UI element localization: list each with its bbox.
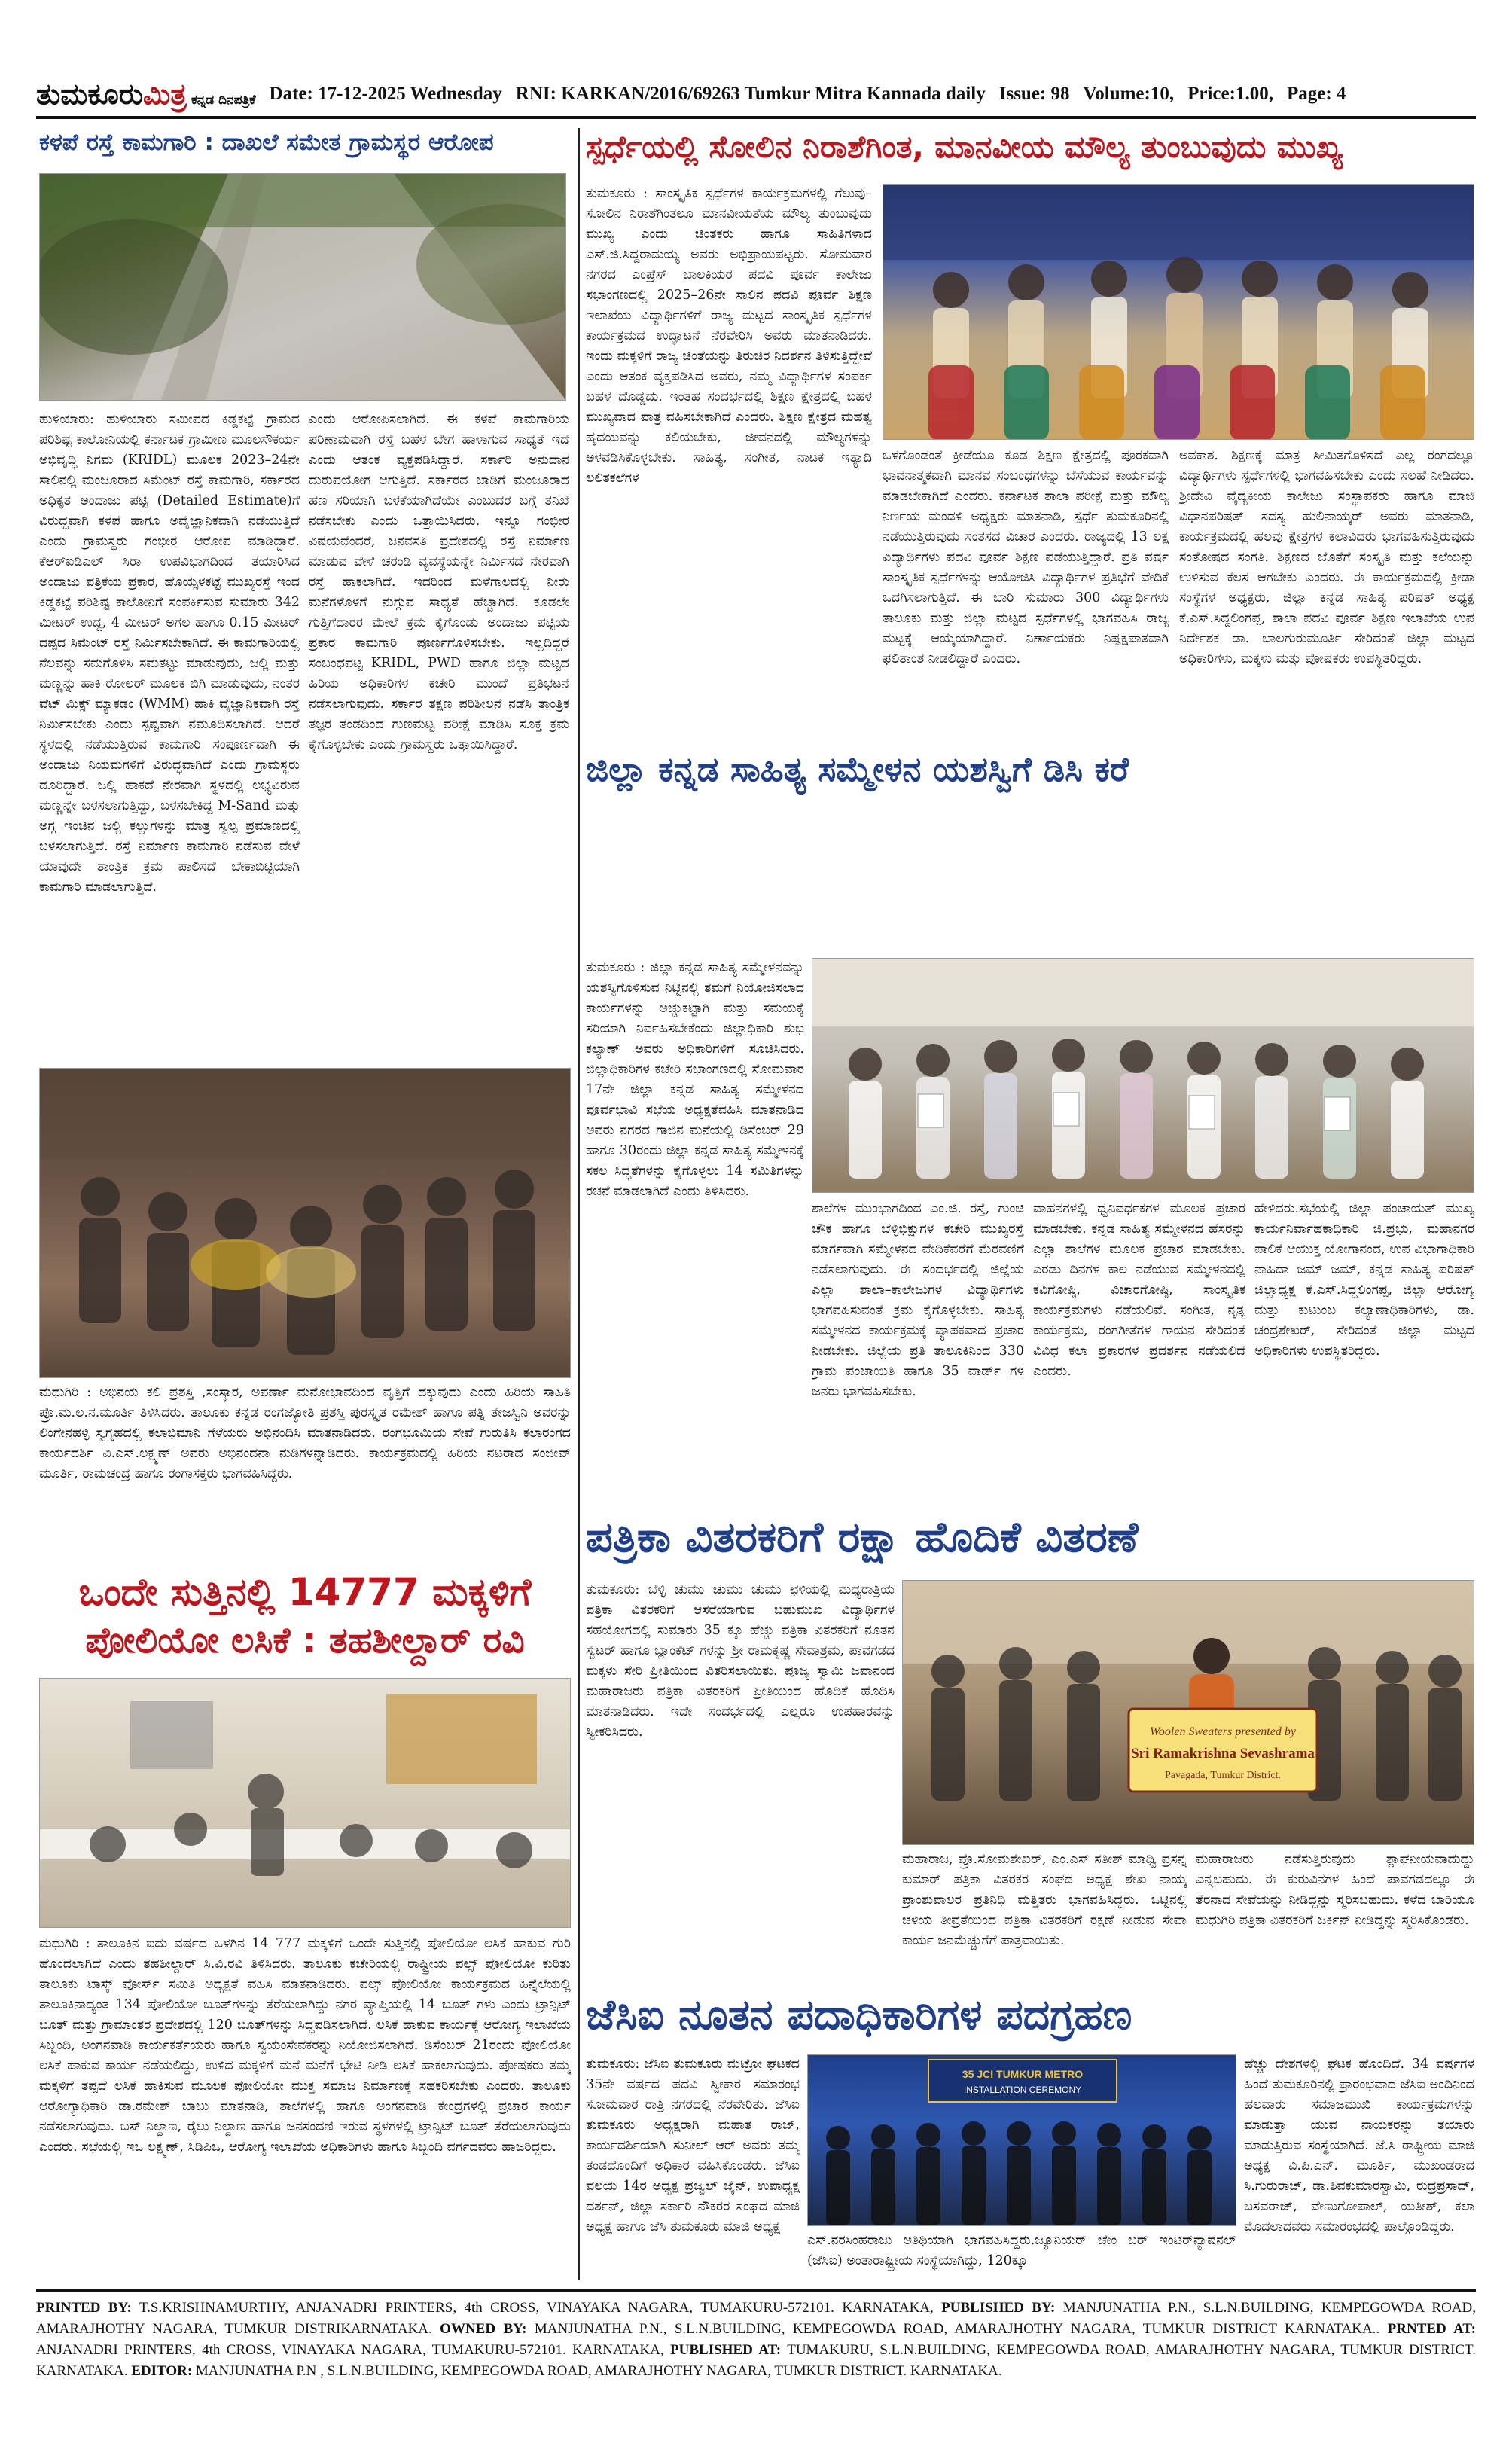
road-headline: ಕಳಪೆ ರಸ್ತೆ ಕಾಮಗಾರಿ : ದಾಖಲೆ ಸಮೇತ ಗ್ರಾಮಸ್ಥರ ಆರೋಪ <box>39 130 494 156</box>
editor: MANJUNATHA P.N , S.L.N.BUILDING, KEMPEGOWDA ROAD, AMARAJHOTHY NAGARA, TUMKUR DISTRICT. KARNATAKA. <box>195 2363 1002 2379</box>
road-body-col1: ಹುಳಿಯಾರು: ಹುಳಿಯಾರು ಸಮೀಪದ ಕಿಡ್ಡಕಟ್ಟೆ ಗ್ರಾಮದ ಪರಿಶಿಷ್ಟ ಕಾಲೋನಿಯಲ್ಲಿ ಕರ್ನಾಟಕ ಗ್ರಾಮೀಣ ಮೂಲಸೌಕರ್ಯ ಅಭಿವೃದ್ಧಿ ನಿಗಮ (KRIDL) ಮೂಲಕ 2023–24ನೇ ಸಾಲಿನಲ್ಲಿ ಮಂಜೂರಾದ ಸಿಮೆಂಟ್ ರಸ್ತೆ ಕಾಮಗಾರಿ, ಸರ್ಕಾರದ ಅಧಿಕೃತ ಅಂದಾಜು ಪಟ್ಟಿ (Detailed Estimate)ಗೆ ವಿರುದ್ಧವಾಗಿ ಕಳಪೆ ಹಾಗೂ ಅವೈಜ್ಞಾನಿಕವಾಗಿ ನಡೆಯುತ್ತಿದೆ ಎಂದು ಗ್ರಾಮಸ್ಥರು ಗಂಭೀರ ಆರೋಪ ಮಾಡಿದ್ದಾರೆ. ಕೆಆರ್‌ಐಡಿಎಲ್ ಸಿರಾ ಉಪವಿಭಾಗದಿಂದ ತಯಾರಿಸಿದ ಅಂದಾಜು ಪತ್ರಿಕೆಯ ಪ್ರಕಾರ, ಹೊಯ್ಸಳಕಟ್ಟೆ ಮುಖ್ಯರಸ್ತೆ ಇಂದ ಕಿಡ್ಡಕಟ್ಟೆ ಪರಿಶಿಷ್ಟ ಕಾಲೋನಿಗೆ ಸಂಪರ್ಕಿಸುವ ಸುಮಾರು 342 ಮೀಟರ್ ಉದ್ದ, 4 ಮೀಟರ್ ಅಗಲ ಹಾಗೂ 0.15 ಮೀಟರ್ ದಪ್ಪದ ಸಿಮೆಂಟ್ ರಸ್ತೆ ನಿರ್ಮಿಸಬೇಕಾಗಿದೆ. ಈ ಕಾಮಗಾರಿಯಲ್ಲಿ ನೆಲವನ್ನು ಸಮಗೊಳಿಸಿ ಸಮತಟ್ಟು ಮಾಡುವುದು, ಜಲ್ಲಿ ಮತ್ತು ಮಣ್ಣನ್ನು ಹಾಕಿ ರೋಲರ್ ಮೂಲಕ ಬಿಗಿ ಮಾಡುವುದು, ನಂತರ ವೆಟ್ ಮಿಕ್ಸ್ ಮ್ಯಾಕಡಂ (WMM) ಹಾಕಿ ವೈಜ್ಞಾನಿಕವಾಗಿ ರಸ್ತೆ ನಿರ್ಮಿಸಬೇಕು ಎಂದು ಸ್ಪಷ್ಟವಾಗಿ ನಮೂದಿಸಲಾಗಿದೆ. ಆದರೆ ಸ್ಥಳದಲ್ಲಿ ನಡೆಯುತ್ತಿರುವ ಕಾಮಗಾರಿ ಸಂಪೂರ್ಣವಾಗಿ ಈ ಅಂದಾಜು ನಿಯಮಗಳಿಗೆ ವಿರುದ್ಧವಾಗಿದೆ ಎಂದು ಗ್ರಾಮಸ್ಥರು ದೂರಿದ್ದಾರೆ. ಜಲ್ಲಿ ಹಾಕದೆ ನೇರವಾಗಿ ಸ್ಥಳದಲ್ಲಿ ಲಭ್ಯವಿರುವ ಮಣ್ಣನ್ನೇ ಬಳಸಲಾಗುತ್ತಿದ್ದು, ಬಳಸಬೇಕಿದ್ದ M-Sand ಮತ್ತು ಅಗ್ಗ ಇಂಚಿನ ಜಲ್ಲಿ ಕಲ್ಲುಗಳನ್ನು ಮಾತ್ರ ಸ್ವಲ್ಪ ಪ್ರಮಾಣದಲ್ಲಿ ಬಳಸಲಾಗುತ್ತಿದೆ. ರಸ್ತೆ ನಿರ್ಮಾಣ ಕಾಮಗಾರಿ ನಡೆಸುವ ವೇಳೆ ಯಾವುದೇ ತಾಂತ್ರಿಕ ಕ್ರಮ ಪಾಲಿಸದೆ ಬೇಕಾಬಿಟ್ಟಿಯಾಗಿ ಕಾಮಗಾರಿ ಮಾಡಲಾಗುತ್ತಿದೆ. <box>39 412 300 895</box>
published-by: MANJUNATHA P.N., S.L.N.BUILDING, KEMPEGOWDA ROAD, AMARAJHOTHY NAGARA, TUMKUR DISTRIKARNATAKA. <box>36 2300 1476 2337</box>
competition-body-col2: ಒಳಗೊಂಡಂತೆ ಕ್ರೀಡೆಯೂ ಕೂಡ ಶಿಕ್ಷಣ ಕ್ಷೇತ್ರದಲ್ಲಿ ಪೂರಕವಾಗಿ ಭಾವನಾತ್ಮಕವಾಗಿ ಮಾನವ ಸಂಬಂಧಗಳನ್ನು ಬೆಸೆಯುವ ಕಾರ್ಯವನ್ನು ಮಾಡಬೇಕಾಗಿದೆ ಎಂದರು. ಕರ್ನಾಟಕ ಶಾಲಾ ಪರೀಕ್ಷೆ ಮತ್ತು ಮೌಲ್ಯ ನಿರ್ಣಯ ಮಂಡಳಿ ಅಧ್ಯಕ್ಷರು ಮಾತನಾಡಿ, ಸ್ಪರ್ಧೆ ತುಮಕೂರಿನಲ್ಲಿ ನಡೆಯುತ್ತಿರುವುದು ಸಂತಸದ ವಿಚಾರ ಎಂದರು. ರಾಜ್ಯದಲ್ಲಿ 13 ಲಕ್ಷ ವಿದ್ಯಾರ್ಥಿಗಳು ಪದವಿ ಪೂರ್ವ ಶಿಕ್ಷಣ ಪಡೆಯುತ್ತಿದ್ದಾರೆ. ಪ್ರತಿ ವರ್ಷ ಸಾಂಸ್ಕೃತಿಕ ಸ್ಪರ್ಧೆಗಳನ್ನು ಆಯೋಜಿಸಿ ವಿದ್ಯಾರ್ಥಿಗಳ ಪ್ರತಿಭೆಗೆ ವೇದಿಕೆ ಒದಗಿಸಲಾಗುತ್ತಿದೆ. ಈ ಬಾರಿ ಸುಮಾರು 300 ವಿದ್ಯಾರ್ಥಿಗಳು ತಾಲೂಕು ಮತ್ತು ಜಿಲ್ಲಾ ಮಟ್ಟದ ಸ್ಪರ್ಧೆಗಳಲ್ಲಿ ಭಾಗವಹಿಸಿ ರಾಜ್ಯ ಮಟ್ಟಕ್ಕೆ ಆಯ್ಕೆಯಾಗಿದ್ದಾರೆ. ನಿರ್ಣಾಯಕರು ನಿಷ್ಪಕ್ಷಪಾತವಾಗಿ ಫಲಿತಾಂಶ ನೀಡಲಿದ್ದಾರೆ ಎಂದರು. <box>883 448 1169 666</box>
felicitation-photo <box>39 1068 571 1378</box>
jci-body-col1: ತುಮಕೂರು: ಜೆಸಿಐ ತುಮಕೂರು ಮೆಟ್ರೋ ಘಟಕದ 35ನೇ ವರ್ಷದ ಪದವಿ ಸ್ವೀಕಾರ ಸಮಾರಂಭ ಸೋಮವಾರ ರಾತ್ರಿ ನಗರದಲ್ಲಿ ನೆರವೇರಿತು. ಜೆಸಿಐ ತುಮಕೂರು ಅಧ್ಯಕ್ಷರಾಗಿ ಮಹಾತ ರಾಜ್, ಕಾರ್ಯದರ್ಶಿಯಾಗಿ ಸುನೀಲ್ ಆರ್ ಅವರು ತಮ್ಮ ತಂಡದೊಂದಿಗೆ ಅಧಿಕಾರ ವಹಿಸಿಕೊಂಡರು. ಜೆಸಿಐ ವಲಯ 14ರ ಅಧ್ಯಕ್ಷ ಪ್ರಜ್ವಲ್ ಜೈನ್, ಉಪಾಧ್ಯಕ್ಷ ದರ್ಶನ್, ಜಿಲ್ಲಾ ಸರ್ಕಾರಿ ನೌಕರರ ಸಂಘದ ಮಾಜಿ ಅಧ್ಯಕ್ಷ ಹಾಗೂ ಜೆಸಿ ತುಮಕೂರು ಮಾಜಿ ಅಧ್ಯಕ್ಷ <box>586 2057 800 2234</box>
jci-banner-line2: INSTALLATION CEREMONY <box>963 2085 1082 2095</box>
competition-headline: ಸ್ಪರ್ಧೆಯಲ್ಲಿ ಸೋಲಿನ ನಿರಾಶೆಗಿಂತ, ಮಾನವೀಯ ಮೌಲ್ಯ ತುಂಬುವುದು ಮುಖ್ಯ <box>586 130 1343 165</box>
blanket-distribution-illustration <box>903 1581 1474 1845</box>
banner-line1: Woolen Sweaters presented by <box>1150 1725 1296 1738</box>
sammelana-body-col1-cont <box>586 1197 804 1509</box>
owned-by: MANJUNATHA P.N., S.L.N.BUILDING, KEMPEGOWDA ROAD, AMARAJHOTHY NAGARA, TUMKUR DISTRICT KARNATAKA.. <box>534 2321 1380 2337</box>
felicitation-group-illustration <box>40 1069 571 1378</box>
sammelana-body-col2: ಶಾಲೆಗಳ ಮುಂಭಾಗದಿಂದ ಎಂ.ಜಿ. ರಸ್ತೆ, ಗುಂಚಿ ಚೌಕ ಹಾಗೂ ಬೆಳ್ಳಿಭಿಕ್ಷುಗಳ ಕಚೇರಿ ಮುಖ್ಯರಸ್ತೆ ಮಾರ್ಗವಾಗಿ ಸಮ್ಮೇಳನದ ವೇದಿಕೆವರೆಗೆ ಮೆರವಣಿಗೆ ನಡೆಸಲಾಗುವುದು. ಈ ಸಂದರ್ಭದಲ್ಲಿ ಜಿಲ್ಲೆಯ ಎಲ್ಲಾ ಶಾಲಾ–ಕಾಲೇಜುಗಳ ವಿದ್ಯಾರ್ಥಿಗಳು ಭಾಗವಹಿಸುವಂತೆ ಕ್ರಮ ಕೈಗೊಳ್ಳಬೇಕು. ಸಾಹಿತ್ಯ ಸಮ್ಮೇಳನದ ಕಾರ್ಯಕ್ರಮಕ್ಕೆ ವ್ಯಾಪಕವಾದ ಪ್ರಚಾರ ನೀಡಬೇಕು. ಜಿಲ್ಲೆಯ ಪ್ರತಿ ತಾಲೂಕಿನಿಂದ 330 ಗ್ರಾಮ ಪಂಚಾಯಿತಿ ಹಾಗೂ 35 ವಾರ್ಡ್ ಗಳ ಜನರು ಭಾಗವಹಿಸಬೇಕು. <box>812 1201 1024 1399</box>
road-photo <box>39 173 566 401</box>
vendors-body-col1: ತುಮಕೂರು: ಬೆಳ್ಳಿ ಚುಮು ಚುಮು ಚುಮು ಛಳಿಯಲ್ಲಿ ಮಧ್ಯರಾತ್ರಿಯ ಪತ್ರಿಕಾ ವಿತರಕರಿಗೆ ಆಸರೆಯಾಗುವ ಬಹುಮುಖ ವಿದ್ಯಾರ್ಥಿಗಳ ಸಹಯೋಗದಲ್ಲಿ ಸುಮಾರು 35 ಕ್ಕೂ ಹೆಚ್ಚು ಪತ್ರಿಕಾ ವಿತರಕರಿಗೆ ನೂತನ ಸ್ವೆಟರ್ ಹಾಗೂ ಬ್ಲಾಂಕೆಟ್ ಗಳನ್ನು ಶ್ರೀ ರಾಮಕೃಷ್ಣ ಸೇವಾಶ್ರಮ, ಪಾವಗಡದ ಮಕ್ಕಳು ಸೇರಿ ಪ್ರೀತಿಯಿಂದ ವಿತರಿಸಲಾಯಿತು. ಪೂಜ್ಯ ಸ್ವಾಮಿ ಜಪಾನಂದ ಮಹಾರಾಜರು ಪತ್ರಿಕಾ ವಿತರಕರಿಗೆ ಪ್ರೀತಿಯಿಂದ ಹೊದಿಕೆ ಹೊದಿಸಿ ಮಾತನಾಡಿದರು. ಇದೇ ಸಂದರ್ಭದಲ್ಲಿ ಎಲ್ಲರೂ ಉಪಹಾರವನ್ನು ಸ್ವೀಕರಿಸಿದರು. <box>586 1582 895 1740</box>
published-by-label: PUBLISHED BY: <box>941 2300 1056 2316</box>
road-illustration <box>40 174 566 401</box>
vendors-photo <box>902 1580 1474 1845</box>
jci-body-col2: ಹೆಚ್ಚು ದೇಶಗಳಲ್ಲಿ ಘಟಕ ಹೊಂದಿದೆ. 34 ವರ್ಷಗಳ ಹಿಂದೆ ತುಮಕೂರಿನಲ್ಲಿ ಪ್ರಾರಂಭವಾದ ಜೆಸಿಐ ಅಂದಿನಿಂದ ಹಲವಾರು ಸಮಾಜಮುಖಿ ಕಾರ್ಯಕ್ರಮಗಳನ್ನು ಮಾಡುತ್ತಾ ಯುವ ನಾಯಕರನ್ನು ತಯಾರು ಮಾಡುತ್ತಿರುವ ಸಂಸ್ಥೆಯಾಗಿದೆ. ಜೆ.ಸಿ ರಾಷ್ಟ್ರೀಯ ಮಾಜಿ ಅಧ್ಯಕ್ಷ ವಿ.ಪಿ.ಎನ್. ಮೂರ್ತಿ, ಮುಖಂಡರಾದ ಸಿ.ಗುರುರಾಜ್, ಡಾ.ಶಿವಕುಮಾರಸ್ವಾಮಿ, ರುದ್ರಪ್ರಸಾದ್, ಬಸವರಾಜ್, ವೇಣುಗೋಪಾಲ್, ಯತೀಶ್, ಕಲಾ ಮೊದಲಾದವರು ಸಮಾರಂಭದಲ್ಲಿ ಪಾಲ್ಗೊಂಡಿದ್ದರು. <box>1244 2057 1474 2234</box>
masthead <box>36 72 1476 119</box>
volume-number: Volume:10, <box>1083 84 1175 104</box>
sammelana-body-col3: ವಾಹನಗಳಲ್ಲಿ ಧ್ವನಿವರ್ಧಕಗಳ ಮೂಲಕ ಪ್ರಚಾರ ಮಾಡಬೇಕು. ಕನ್ನಡ ಸಾಹಿತ್ಯ ಸಮ್ಮೇಳನದ ಹೆಸರನ್ನು ಎಲ್ಲಾ ಶಾಲೆಗಳ ಮೂಲಕ ಪ್ರಚಾರ ಮಾಡಬೇಕು. ಎರಡು ದಿನಗಳ ಕಾಲ ನಡೆಯುವ ಸಮ್ಮೇಳನದಲ್ಲಿ ಕವಿಗೋಷ್ಠಿ, ವಿಚಾರಗೋಷ್ಠಿ, ಸಾಂಸ್ಕೃತಿಕ ಕಾರ್ಯಕ್ರಮಗಳು ನಡೆಯಲಿವೆ. ಸಂಗೀತ, ನೃತ್ಯ ಕಾರ್ಯಕ್ರಮ, ರಂಗಗೀತೆಗಳ ಗಾಯನ ಸೇರಿದಂತೆ ವಿವಿಧ ಕಲಾ ಪ್ರಕಾರಗಳ ಪ್ರದರ್ಶನ ನಡೆಯಲಿದೆ ಎಂದರು. <box>1033 1201 1245 1379</box>
polio-headline-line1: ಒಂದೇ ಸುತ್ತಿನಲ್ಲಿ 14777 ಮಕ್ಕಳಿಗೆ <box>78 1571 532 1614</box>
release-group-illustration <box>812 959 1474 1193</box>
printed-at-label: PRNTED AT: <box>1387 2321 1476 2337</box>
jci-caption: ಎಸ್.ನರಸಿಂಹರಾಜು ಅತಿಥಿಯಾಗಿ ಭಾಗವಹಿಸಿದ್ದರು.ಜ್ಯೂನಿಯರ್ ಚೇಂ ಬರ್ ಇಂಟರ್‌ನ್ಯಾಷನಲ್ (ಜೆಸಿಐ) ಅಂತಾರಾಷ್ಟ್ರೀಯ ಸಂಸ್ಥೆಯಾಗಿದ್ದು, 120ಕ್ಕೂ <box>807 2233 1236 2268</box>
road-body-col2: ಎಂದು ಆರೋಪಿಸಲಾಗಿದೆ. ಈ ಕಳಪೆ ಕಾಮಗಾರಿಯ ಪರಿಣಾಮವಾಗಿ ರಸ್ತೆ ಬಹಳ ಬೇಗ ಹಾಳಾಗುವ ಸಾಧ್ಯತೆ ಇದೆ ಎಂದು ಆತಂಕ ವ್ಯಕ್ತಪಡಿಸಿದ್ದಾರೆ. ಸರ್ಕಾರಿ ಅನುದಾನ ದುರುಪಯೋಗ ಆಗುತ್ತಿದೆ. ಸರ್ಕಾರದ ಬಾಡಿಗೆ ಮಂಜೂರಾದ ಹಣ ಸರಿಯಾಗಿ ಬಳಕೆಯಾಗಿದೆಯೇ ಎಂಬುದರ ಬಗ್ಗೆ ತನಿಖೆ ನಡೆಸಬೇಕು ಎಂದು ಒತ್ತಾಯಿಸಿದರು. ಇನ್ನೂ ಗಂಭೀರ ವಿಷಯವೆಂದರೆ, ಜನವಸತಿ ಪ್ರದೇಶದಲ್ಲಿ ರಸ್ತೆ ನಿರ್ಮಾಣ ಮಾಡುವ ವೇಳೆ ಚರಂಡಿ ವ್ಯವಸ್ಥೆಯನ್ನೇ ನಿರ್ಮಿಸದೆ ನೇರವಾಗಿ ರಸ್ತೆ ಹಾಕಲಾಗಿದೆ. ಇದರಿಂದ ಮಳೆಗಾಲದಲ್ಲಿ ನೀರು ಮನೆಗಳೊಳಗೆ ನುಗ್ಗುವ ಸಾಧ್ಯತೆ ಹೆಚ್ಚಾಗಿದೆ. ಕೂಡಲೇ ಗುತ್ತಿಗೆದಾರರ ಮೇಲೆ ಕ್ರಮ ಕೈಗೊಂಡು ಅಂದಾಜು ಪಟ್ಟಿಯ ಪ್ರಕಾರ ಕಾಮಗಾರಿ ಪೂರ್ಣಗೊಳಿಸಬೇಕು. ಇಲ್ಲದಿದ್ದರೆ ಸಂಬಂಧಪಟ್ಟ KRIDL, PWD ಹಾಗೂ ಜಿಲ್ಲಾ ಮಟ್ಟದ ಹಿರಿಯ ಅಧಿಕಾರಿಗಳ ಕಚೇರಿ ಮುಂದೆ ಪ್ರತಿಭಟನೆ ನಡೆಸಲಾಗುವುದು. ಸರ್ಕಾರ ತಕ್ಷಣ ಪರಿಶೀಲನೆ ನಡೆಸಿ ತಾಂತ್ರಿಕ ತಜ್ಞರ ತಂಡದಿಂದ ಗುಣಮಟ್ಟ ಪರೀಕ್ಷೆ ಮಾಡಿಸಿ ಸೂಕ್ತ ಕ್ರಮ ಕೈಗೊಳ್ಳಬೇಕು ಎಂದು ಗ್ರಾಮಸ್ಥರು ಒತ್ತಾಯಿಸಿದ್ದಾರೆ. <box>309 412 569 752</box>
printed-by-label: PRINTED BY: <box>36 2300 132 2316</box>
meeting-illustration <box>40 1679 571 1928</box>
jci-photo <box>807 2054 1236 2226</box>
printed-by: T.S.KRISHNAMURTHY, ANJANADRI PRINTERS, 4th CROSS, VINAYAKA NAGARA, TUMAKURU-572101. KARNATAKA, <box>139 2300 934 2316</box>
vendors-body-col3: ಮಹಾರಾಜರು ನಡೆಸುತ್ತಿರುವುದು ಶ್ಲಾಘನೀಯವಾದುದ್ದು ಎನ್ನಬಹುದು. ಈ ಕುರುವಿನಗಳ ಹಿಂದೆ ಪಾವಗಡದಲ್ಲೂ ಈ ತೆರನಾದ ಸೇವೆಯನ್ನು ನೀಡಿದ್ದನ್ನು ಸ್ಮರಿಸಬಹುದು. ಕಳೆದ ಬಾರಿಯೂ ಮಧುಗಿರಿ ಪತ್ರಿಕಾ ವಿತರಕರಿಗೆ ಜರ್ಕಿನ್ ನೀಡಿದ್ದನ್ನು ಸ್ಮರಿಸಿಕೊಂಡರು. <box>1196 1852 1474 1928</box>
price: Price:1.00, <box>1187 84 1273 104</box>
printed-at: ANJANADRI PRINTERS, 4th CROSS, VINAYAKA NAGARA, TUMAKURU-572101. KARNATAKA, <box>36 2342 664 2358</box>
editor-label: EDITOR: <box>131 2363 193 2379</box>
rni-number: RNI: KARKAN/2016/69263 Tumkur Mitra Kannada daily <box>515 84 986 104</box>
imprint-footer <box>36 2289 1476 2387</box>
competition-body-col1: ತುಮಕೂರು : ಸಾಂಸ್ಕೃತಿಕ ಸ್ಪರ್ಧೆಗಳ ಕಾರ್ಯಕ್ರಮಗಳಲ್ಲಿ ಗೆಲುವು–ಸೋಲಿನ ನಿರಾಶೆಗಿಂತಲೂ ಮಾನವೀಯತೆಯ ಮೌಲ್ಯ ತುಂಬುವುದು ಮುಖ್ಯ ಎಂದು ಚಿಂತಕರು ಹಾಗೂ ಸಾಹಿತಿಗಳಾದ ಎಸ್.ಜಿ.ಸಿದ್ದರಾಮಯ್ಯ ಅವರು ಅಭಿಪ್ರಾಯಪಟ್ಟರು. ಸೋಮವಾರ ನಗರದ ಎಂಪ್ರೆಸ್ ಬಾಲಕಿಯರ ಪದವಿ ಪೂರ್ವ ಕಾಲೇಜು ಸಭಾಂಗಣದಲ್ಲಿ 2025–26ನೇ ಸಾಲಿನ ಪದವಿ ಪೂರ್ವ ಶಿಕ್ಷಣ ಇಲಾಖೆಯ ವಿದ್ಯಾರ್ಥಿಗಳಿಗೆ ರಾಜ್ಯ ಮಟ್ಟದ ಸಾಂಸ್ಕೃತಿಕ ಸ್ಪರ್ಧೆಗಳ ಕಾರ್ಯಕ್ರಮದ ಉದ್ಘಾಟನೆ ನೆರವೇರಿಸಿ ಅವರು ಮಾತನಾಡಿದರು. ಇಂದು ಮಕ್ಕಳಿಗೆ ರಾಜ್ಯ ಚಿಂತೆಯನ್ನು ತಿರುಚಿರ ನಿದರ್ಶನ ತಿಳಿಸುತ್ತಿದ್ದೇವೆ ಎಂದು ಆತಂಕ ವ್ಯಕ್ತಪಡಿಸಿದ ಅವರು, ನಮ್ಮ ವಿದ್ಯಾರ್ಥಿಗಳ ಸಂಪರ್ಕ ಬಹಳ ದೊಡ್ಡದು. ಇಂತಹ ಸಂದರ್ಭದಲ್ಲಿ ಶಿಕ್ಷಣ ಕ್ಷೇತ್ರದಲ್ಲಿ ಬಹಳ ಮುಖ್ಯವಾದ ಪಾತ್ರ ವಹಿಸಬೇಕಾಗಿದೆ ಎಂದರು. ಶಿಕ್ಷಣ ಕ್ಷೇತ್ರದ ಮಹತ್ವ ಹೃದಯವನ್ನು ಕಲಿಯಬೇಕು, ಜೀವನದಲ್ಲಿ ಮೌಲ್ಯಗಳನ್ನು ಅಳವಡಿಸಿಕೊಳ್ಳಬೇಕು. ಸಾಹಿತ್ಯ, ಸಂಗೀತ, ನಾಟಕ ಇತ್ಯಾದಿ ಲಲಿತಕಲೆಗಳ <box>586 186 872 486</box>
published-at: TUMAKURU, S.L.N.BUILDING, KEMPEGOWDA ROAD, AMARAJHOTHY NAGARA, TUMKUR DISTRICT. KARNATAKA. <box>36 2342 1476 2379</box>
polio-meeting-photo <box>39 1678 571 1928</box>
stage-group-illustration <box>883 185 1474 440</box>
sammelana-body-col4: ಹೇಳಿದರು.ಸಭೆಯಲ್ಲಿ ಜಿಲ್ಲಾ ಪಂಚಾಯತ್ ಮುಖ್ಯ ಕಾರ್ಯನಿರ್ವಾಹಕಾಧಿಕಾರಿ ಜಿ.ಪ್ರಭು, ಮಹಾನಗರ ಪಾಲಿಕೆ ಆಯುಕ್ತ ಯೋಗಾನಂದ, ಉಪ ವಿಭಾಗಾಧಿಕಾರಿ ನಾಹಿದಾ ಜಮ್ ಜಮ್, ಕನ್ನಡ ಸಾಹಿತ್ಯ ಪರಿಷತ್ ಜಿಲ್ಲಾಧ್ಯಕ್ಷ ಕೆ.ಎಸ್.ಸಿದ್ದಲಿಂಗಪ್ಪ, ಜಿಲ್ಲಾ ಆರೋಗ್ಯ ಮತ್ತು ಕುಟುಂಬ ಕಲ್ಯಾಣಾಧಿಕಾರಿಗಳು, ಡಾ. ಚಂದ್ರಶೇಖರ್, ಸೇರಿದಂತೆ ಜಿಲ್ಲಾ ಮಟ್ಟದ ಅಧಿಕಾರಿಗಳು ಉಪಸ್ಥಿತರಿದ್ದರು. <box>1254 1201 1474 1359</box>
jci-banner-line1: 35 JCI TUMKUR METRO <box>962 2068 1084 2080</box>
jci-installation-illustration <box>808 2055 1236 2226</box>
felicitation-caption: ಮಧುಗಿರಿ : ಅಭಿನಯ ಕಲಿ ಪ್ರಶಸ್ತಿ ,ಸಂಸ್ಕಾರ, ಅಪರ್ಣಾ ಮನೋಭಾವದಿಂದ ವೃತ್ತಿಗೆ ದಕ್ಕುವುದು ಎಂದು ಹಿರಿಯ ಸಾಹಿತಿ ಪ್ರೊ.ಮ.ಲ.ನ.ಮೂರ್ತಿ ತಿಳಿಸಿದರು. ತಾಲೂಕು ಕನ್ನಡ ರಂಗಜ್ಯೋತಿ ಪ್ರಶಸ್ತಿ ಪುರಸ್ಕೃತ ರಮೇಶ್ ಹಾಗೂ ಪತ್ನಿ ತೇಜಸ್ವಿನಿ ಅವರನ್ನು ಲಿಂಗೇನಹಳ್ಳಿ ಸ್ವಗೃಹದಲ್ಲಿ ಕಲಾಭಿಮಾನಿ ಗೆಳೆಯರು ಅಭಿನಂದಿಸಿ ಮಾತನಾಡಿದರು. ರಂಗಭೂಮಿಯ ಸೇವೆ ಗುರುತಿಸಿ ಕಲಾರಂಗದ ಕಾರ್ಯದರ್ಶಿ ವಿ.ಎಸ್.ಲಕ್ಷ್ಮಣ್ ಅವರು ಅಭಿನಂದನಾ ನುಡಿಗಳನ್ನಾಡಿದರು. ಕಾರ್ಯಕ್ರಮದಲ್ಲಿ ಹಿರಿಯ ನಟರಾದ ಸಂಜೀವ್ ಮೂರ್ತಿ, ರಾಮಚಂದ್ರ ಹಾಗೂ ರಂಗಾಸಕ್ತರು ಭಾಗವಹಿಸಿದ್ದರು. <box>39 1385 571 1481</box>
banner-line3: Pavagada, Tumkur District. <box>1165 1770 1281 1781</box>
jci-headline: ಜೆಸಿಐ ನೂತನ ಪದಾಧಿಕಾರಿಗಳ ಪದಗ್ರಹಣ <box>586 1991 1132 2039</box>
column-divider <box>578 128 580 2280</box>
sammelana-headline: ಜಿಲ್ಲಾ ಕನ್ನಡ ಸಾಹಿತ್ಯ ಸಮ್ಮೇಳನ ಯಶಸ್ವಿಗೆ ಡಿಸಿ ಕರೆ <box>586 750 1129 789</box>
competition-photo <box>883 184 1474 440</box>
published-at-label: PUBLISHED AT: <box>670 2342 782 2358</box>
banner-line2: Sri Ramakrishna Sevashrama <box>1131 1746 1315 1761</box>
issue-number: Issue: 98 <box>998 84 1070 104</box>
vendors-headline: ಪತ್ರಿಕಾ ವಿತರಕರಿಗೆ ರಕ್ಷಾ ಹೊದಿಕೆ ವಿತರಣೆ <box>586 1514 1139 1562</box>
sammelana-body-col1: ತುಮಕೂರು : ಜಿಲ್ಲಾ ಕನ್ನಡ ಸಾಹಿತ್ಯ ಸಮ್ಮೇಳನವನ್ನು ಯಶಸ್ವಿಗೊಳಿಸುವ ನಿಟ್ಟಿನಲ್ಲಿ ತಮಗೆ ನಿಯೋಜಿಸಲಾದ ಕಾರ್ಯಗಳನ್ನು ಅಚ್ಚುಕಟ್ಟಾಗಿ ಮತ್ತು ಸಮಯಕ್ಕೆ ಸರಿಯಾಗಿ ನಿರ್ವಹಿಸಬೇಕೆಂದು ಜಿಲ್ಲಾಧಿಕಾರಿ ಶುಭ ಕಲ್ಯಾಣ್ ಅವರು ಅಧಿಕಾರಿಗಳಿಗೆ ಸೂಚಿಸಿದರು. ಜಿಲ್ಲಾಧಿಕಾರಿಗಳ ಕಚೇರಿ ಸಭಾಂಗಣದಲ್ಲಿ ಸೋಮವಾರ 17ನೇ ಜಿಲ್ಲಾ ಕನ್ನಡ ಸಾಹಿತ್ಯ ಸಮ್ಮೇಳನದ ಪೂರ್ವಭಾವಿ ಸಭೆಯ ಅಧ್ಯಕ್ಷತೆವಹಿಸಿ ಮಾತನಾಡಿದ ಅವರು ನಗರದ ಗಾಜಿನ ಮನೆಯಲ್ಲಿ ಡಿಸೆಂಬರ್ 29 ಹಾಗೂ 30ರಂದು ಜಿಲ್ಲಾ ಕನ್ನಡ ಸಾಹಿತ್ಯ ಸಮ್ಮೇಳನಕ್ಕೆ ಸಕಲ ಸಿದ್ಧತೆಗಳನ್ನು ಕೈಗೊಳ್ಳಲು 14 ಸಮಿತಿಗಳನ್ನು ರಚನೆ ಮಾಡಲಾಗಿದೆ ಎಂದು ತಿಳಿಸಿದರು. <box>586 960 804 1199</box>
issue-date: Date: 17-12-2025 Wednesday <box>269 84 502 104</box>
sammelana-photo <box>812 958 1474 1193</box>
owned-by-label: OWNED BY: <box>440 2321 527 2337</box>
newspaper-logo: ತುಮಕೂರುಮಿತ್ರ ಕನ್ನಡ ದಿನಪತ್ರಿಕೆ <box>36 77 256 111</box>
competition-body-col3: ಅವಕಾಶ. ಶಿಕ್ಷಣಕ್ಕೆ ಮಾತ್ರ ಸೀಮಿತಗೊಳಿಸದೆ ಎಲ್ಲ ರಂಗದಲ್ಲೂ ವಿದ್ಯಾರ್ಥಿಗಳು ಸ್ಪರ್ಧೆಗಳಲ್ಲಿ ಭಾಗವಹಿಸಬೇಕು ಎಂದು ಸಲಹೆ ನೀಡಿದರು. ಶ್ರೀದೇವಿ ವೈದ್ಯಕೀಯ ಕಾಲೇಜು ಸಂಸ್ಥಾಪಕರು ಹಾಗೂ ಮಾಜಿ ವಿಧಾನಪರಿಷತ್ ಸದಸ್ಯ ಹುಲಿನಾಯ್ಕರ್ ಅವರು ಮಾತನಾಡಿ, ಕಾರ್ಯಕ್ರಮದಲ್ಲಿ ಹಲವು ಕ್ಷೇತ್ರಗಳ ಕಲಾವಿದರು ಭಾಗವಹಿಸುತ್ತಿರುವುದು ಸಂತೋಷದ ಸಂಗತಿ. ಶಿಕ್ಷಣದ ಜೊತೆಗೆ ಸಂಸ್ಕೃತಿ ಮತ್ತು ಕಲೆಯನ್ನು ಉಳಿಸುವ ಕೆಲಸ ಆಗಬೇಕು ಎಂದರು. ಈ ಕಾರ್ಯಕ್ರಮದಲ್ಲಿ ಕ್ರೀಡಾ ಸಂಸ್ಥೆಗಳ ಅಧ್ಯಕ್ಷರು, ಜಿಲ್ಲಾ ಕನ್ನಡ ಸಾಹಿತ್ಯ ಪರಿಷತ್ ಅಧ್ಯಕ್ಷ ಕೆ.ಎಸ್.ಸಿದ್ದಲಿಂಗಪ್ಪ, ಶಾಲಾ ಪದವಿ ಪೂರ್ವ ಶಿಕ್ಷಣ ಇಲಾಖೆಯ ಉಪ ನಿರ್ದೇಶಕ ಡಾ. ಬಾಲಗುರುಮೂರ್ತಿ ಸೇರಿದಂತೆ ಜಿಲ್ಲಾ ಮಟ್ಟದ ಅಧಿಕಾರಿಗಳು, ಮಕ್ಕಳು ಮತ್ತು ಪೋಷಕರು ಉಪಸ್ಥಿತರಿದ್ದರು. <box>1179 448 1474 666</box>
page-number: Page: 4 <box>1286 84 1346 104</box>
polio-headline-line2: ಪೋಲಿಯೋ ಲಸಿಕೆ : ತಹಶೀಲ್ದಾರ್ ರವಿ <box>85 1621 525 1661</box>
polio-body: ಮಧುಗಿರಿ : ತಾಲೂಕಿನ ಐದು ವರ್ಷದ ಒಳಗಿನ 14 777 ಮಕ್ಕಳಿಗೆ ಒಂದೇ ಸುತ್ತಿನಲ್ಲಿ ಪೋಲಿಯೋ ಲಸಿಕೆ ಹಾಕುವ ಗುರಿ ಹೊಂದಲಾಗಿದೆ ಎಂದು ತಹಶೀಲ್ದಾರ್ ಸಿ.ವಿ.ರವಿ ತಿಳಿಸಿದರು. ತಾಲೂಕು ಕಚೇರಿಯಲ್ಲಿ ರಾಷ್ಟ್ರೀಯ ಪಲ್ಸ್ ಪೋಲಿಯೋ ಕುರಿತು ತಾಲೂಕು ಟಾಸ್ಕ್ ಫೋರ್ಸ್ ಸಮಿತಿ ಅಧ್ಯಕ್ಷತೆ ವಹಿಸಿ ಮಾತನಾಡಿದರು. ಪಲ್ಸ್ ಪೋಲಿಯೋ ಕಾರ್ಯಕ್ರಮದ ಹಿನ್ನೆಲೆಯಲ್ಲಿ ತಾಲೂಕಿನಾದ್ಯಂತ 134 ಪೋಲಿಯೋ ಬೂತ್‌ಗಳನ್ನು ತೆರೆಯಲಾಗಿದ್ದು ನಗರ ವ್ಯಾಪ್ತಿಯಲ್ಲಿ 14 ಬೂತ್ ಗಳು ಎಂದು ಟ್ರಾನ್ಸಿಟ್ ಬೂತ್ ಮತ್ತು ಗ್ರಾಮಾಂತರ ಪ್ರದೇಶದಲ್ಲಿ 120 ಬೂತ್‌ಗಳನ್ನು ಸಿದ್ಧಪಡಿಸಲಾಗಿದೆ. ಲಸಿಕೆ ಹಾಕುವ ಕಾರ್ಯಕ್ಕೆ ಆರೋಗ್ಯ ಇಲಾಖೆಯ ಸಿಬ್ಬಂದಿ, ಅಂಗನವಾಡಿ ಕಾರ್ಯಕರ್ತೆಯರು ಹಾಗೂ ಸ್ವಯಂಸೇವಕರನ್ನು ನಿಯೋಜಿಸಲಾಗಿದೆ. ಡಿಸೆಂಬರ್ 21ರಂದು ಪೋಲಿಯೋ ಲಸಿಕೆ ಹಾಕುವ ಕಾರ್ಯ ನಡೆಯಲಿದ್ದು, ಉಳಿದ ಮಕ್ಕಳಿಗೆ ಮನೆ ಮನೆಗೆ ಭೇಟಿ ನೀಡಿ ಲಸಿಕೆ ಹಾಕಲಾಗುವುದು. ಪೋಷಕರು ತಮ್ಮ ಮಕ್ಕಳಿಗೆ ತಪ್ಪದೆ ಲಸಿಕೆ ಹಾಕಿಸುವ ಮೂಲಕ ಪೋಲಿಯೋ ಮುಕ್ತ ಸಮಾಜ ನಿರ್ಮಾಣಕ್ಕೆ ಸಹಕರಿಸಬೇಕು ಎಂದರು. ತಾಲೂಕು ಆರೋಗ್ಯಾಧಿಕಾರಿ ಡಾ.ರಮೇಶ್ ಬಾಬು ಮಾತನಾಡಿ, ಶಾಲೆಗಳಲ್ಲಿ ಹಾಗೂ ಅಂಗನವಾಡಿ ಕೇಂದ್ರಗಳಲ್ಲಿ ಪ್ರಚಾರ ಕಾರ್ಯ ನಡೆಸಲಾಗುವುದು. ಬಸ್ ನಿಲ್ದಾಣ, ರೈಲು ನಿಲ್ದಾಣ ಹಾಗೂ ಜನಸಂದಣಿ ಇರುವ ಸ್ಥಳಗಳಲ್ಲಿ ಟ್ರಾನ್ಸಿಟ್ ಬೂತ್ ತೆರೆಯಲಾಗುವುದು ಎಂದರು. ಸಭೆಯಲ್ಲಿ ಇಒ ಲಕ್ಷ್ಮಣ್, ಸಿಡಿಪಿಒ, ಆರೋಗ್ಯ ಇಲಾಖೆಯ ಅಧಿಕಾರಿಗಳು ಹಾಗೂ ಸಿಬ್ಬಂದಿ ವರ್ಗದವರು ಹಾಜರಿದ್ದರು. <box>39 1936 571 2155</box>
vendors-body-col2: ಮಹಾರಾಜ, ಪ್ರೊ.ಸೋಮಶೇಖರ್, ಎಂ.ಎಸ್ ಸತೀಶ್ ಮಾಧ್ವಿ ಪ್ರಸನ್ನ ಕುಮಾರ್ ಪತ್ರಿಕಾ ವಿತರಕರ ಸಂಘದ ಅಧ್ಯಕ್ಷ ಶೇಖ ನಾಯ್ಕ ಪ್ರಾಂಶುಪಾಲರ ಪ್ರತಿನಿಧಿ ಮತ್ತಿತರು ಭಾಗವಹಿಸಿದ್ದರು. ಒಟ್ಟಿನಲ್ಲಿ ಚಳಿಯ ತೀವ್ರತೆಯಿಂದ ಪತ್ರಿಕಾ ವಿತರಕರಿಗೆ ರಕ್ಷಣೆ ನೀಡುವ ಸೇವಾ ಕಾರ್ಯ ಜನಮೆಚ್ಚುಗೆಗೆ ಪಾತ್ರವಾಯಿತು. <box>902 1852 1187 1948</box>
